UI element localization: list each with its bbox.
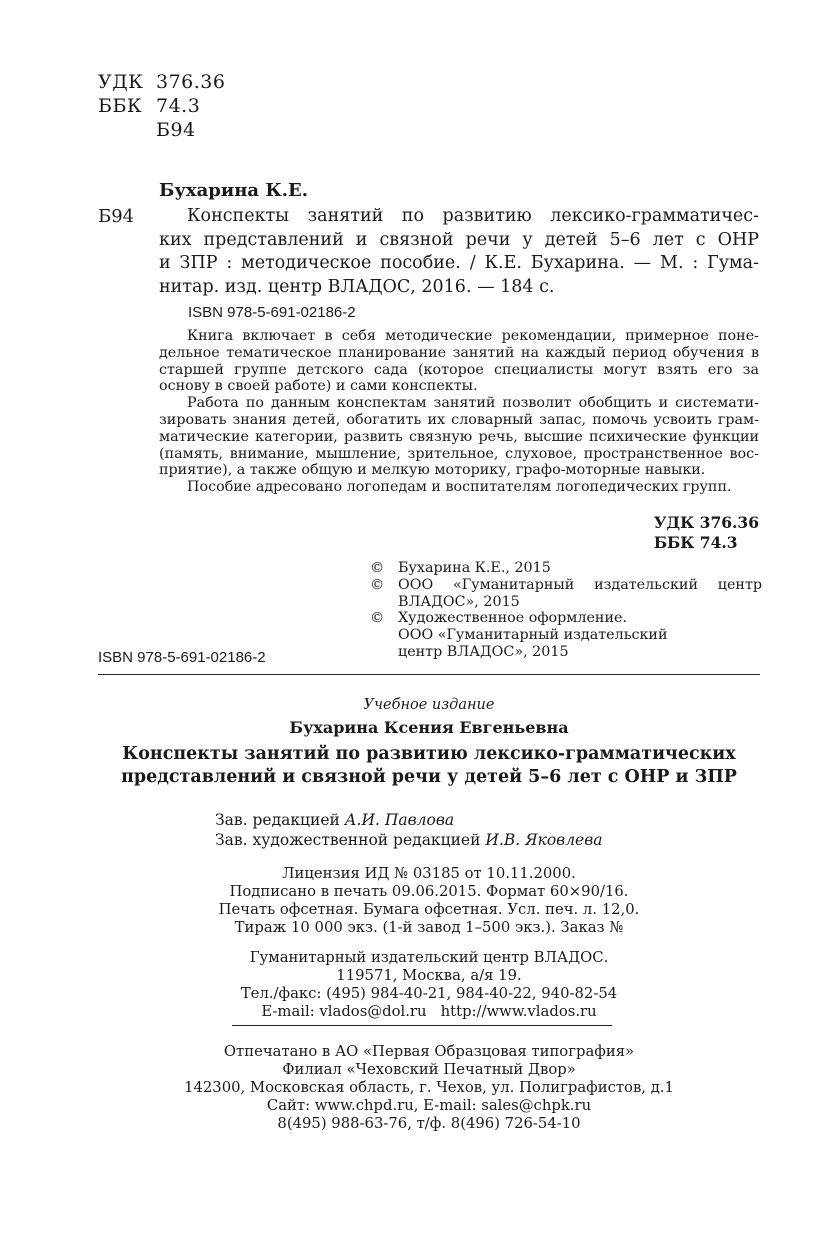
publisher-info: [98, 949, 760, 1021]
imprint-title: [88, 743, 770, 789]
publisher-line: Тел./факс: (495) 984-40-21, 984-40-22, 940-82-54: [240, 985, 618, 1002]
copyright-block: [370, 560, 762, 661]
annotation-paragraph: Работа по данным конспектам занятий позволит обобщить и системати-зировать знания детей, обогатить их словарный запас, помочь усвоить грам-матические категории, развить связную речь, высшие психические функции (память, внимание, мышление, зрительное, слуховое, пространственное вос-приятие), а также общую и мелкую моторику, графо-моторные навыки.: [159, 395, 759, 479]
title-line: представлений и связной речи у детей 5–6 лет с ОНР и ЗПР: [121, 767, 737, 787]
card-mark: Б94: [98, 206, 135, 227]
editor-line: [215, 810, 603, 830]
printer-info: [98, 1043, 760, 1133]
card-author: Бухарина К.Е.: [159, 180, 308, 201]
editor-name: А.И. Павлова: [344, 811, 455, 829]
bbk-right: ББК 74.3: [653, 533, 738, 552]
bibliographic-description: [159, 205, 759, 299]
biblio-line: Конспекты занятий по развитию лексико-грамматичес-: [187, 206, 759, 226]
publisher-line: 119571, Москва, а/я 19.: [336, 967, 522, 984]
copyright-text: ООО «Гуманитарный издательский центр: [398, 576, 762, 593]
udk-line: [98, 70, 225, 94]
author-mark-line: [98, 118, 225, 142]
print-info-line: Подписано в печать 09.06.2015. Формат 60×90/16.: [229, 883, 629, 900]
printer-line: Сайт: www.chpd.ru, E-mail: sales@chpk.ru: [266, 1097, 592, 1114]
editor-line: [215, 830, 603, 850]
printer-line: Отпечатано в АО «Первая Образцовая типография»: [223, 1043, 635, 1060]
title-line: Конспекты занятий по развитию лексико-грамматических: [122, 744, 736, 764]
biblio-line: и ЗПР : методическое пособие. / К.Е. Бухарина. — М. : Гума-: [159, 253, 759, 273]
imprint-author: Бухарина Ксения Евгеньевна: [289, 718, 569, 737]
printer-line: 142300, Московская область, г. Чехов, ул. Полиграфистов, д.1: [184, 1079, 674, 1096]
card-isbn: ISBN 978-5-691-02186-2: [188, 304, 356, 321]
annotation-paragraph: Пособие адресовано логопедам и воспитателям логопедических групп.: [187, 479, 732, 496]
copyright-symbol: ©: [370, 576, 385, 593]
copyright-entry: [370, 560, 762, 577]
udk-label: УДК: [98, 71, 144, 93]
card-classification-right: [654, 513, 759, 553]
biblio-line: нитар. изд. центр ВЛАДОС, 2016. — 184 с.: [159, 276, 555, 297]
copyright-symbol: ©: [370, 610, 385, 627]
copyright-text: Художественное оформление.: [398, 610, 627, 627]
copyright-isbn: ISBN 978-5-691-02186-2: [98, 649, 266, 666]
copyright-text: Бухарина К.Е., 2015: [398, 560, 551, 576]
edition-type: Учебное издание: [363, 697, 495, 713]
publisher-line: E-mail: vlados@dol.ru http://www.vlados.ru: [261, 1003, 597, 1020]
copyright-text: ВЛАДОС», 2015: [398, 593, 520, 610]
print-info: [98, 865, 760, 937]
copyright-text: центр ВЛАДОС», 2015: [398, 643, 569, 660]
biblio-line: ких представлений и связной речи у детей 5–6 лет с ОНР: [159, 229, 759, 250]
classification-block: [98, 70, 225, 142]
editor-name: И.В. Яковлева: [485, 831, 603, 849]
divider: [98, 674, 760, 675]
udk-right: УДК 376.36: [653, 513, 759, 532]
publisher-line: Гуманитарный издательский центр ВЛАДОС.: [249, 949, 609, 966]
printer-line: Филиал «Чеховский Печатный Двор»: [282, 1061, 576, 1078]
editor-role: Зав. редакцией: [215, 811, 340, 829]
divider-short: [232, 1025, 612, 1026]
bbk-value: 74.3: [156, 95, 201, 117]
bbk-line: [98, 94, 225, 118]
copyright-entry: [370, 577, 762, 611]
print-info-line: Печать офсетная. Бумага офсетная. Усл. печ. л. 12,0.: [218, 901, 640, 918]
copyright-text: ООО «Гуманитарный издательский: [398, 627, 668, 644]
bbk-label: ББК: [98, 95, 143, 117]
editor-role: Зав. художественной редакцией: [215, 831, 481, 849]
printer-line: 8(495) 988-63-76, т/ф. 8(496) 726-54-10: [277, 1115, 581, 1132]
editors: [215, 810, 603, 850]
print-info-line: Лицензия ИД № 03185 от 10.11.2000.: [282, 865, 576, 882]
copyright-entry: [370, 610, 762, 660]
annotation: [159, 328, 759, 496]
annotation-paragraph: Книга включает в себя методические рекомендации, примерное поне-дельное тематическое планирование занятий на каждый период обучения в старшей группе детского сада (которое специалисты могут взять его за основу в своей работе) и сами конспекты.: [159, 328, 759, 395]
author-mark: Б94: [156, 119, 196, 141]
copyright-symbol: ©: [370, 560, 385, 576]
print-info-line: Тираж 10 000 экз. (1-й завод 1–500 экз.). Заказ №: [234, 919, 624, 936]
udk-value: 376.36: [156, 71, 226, 93]
